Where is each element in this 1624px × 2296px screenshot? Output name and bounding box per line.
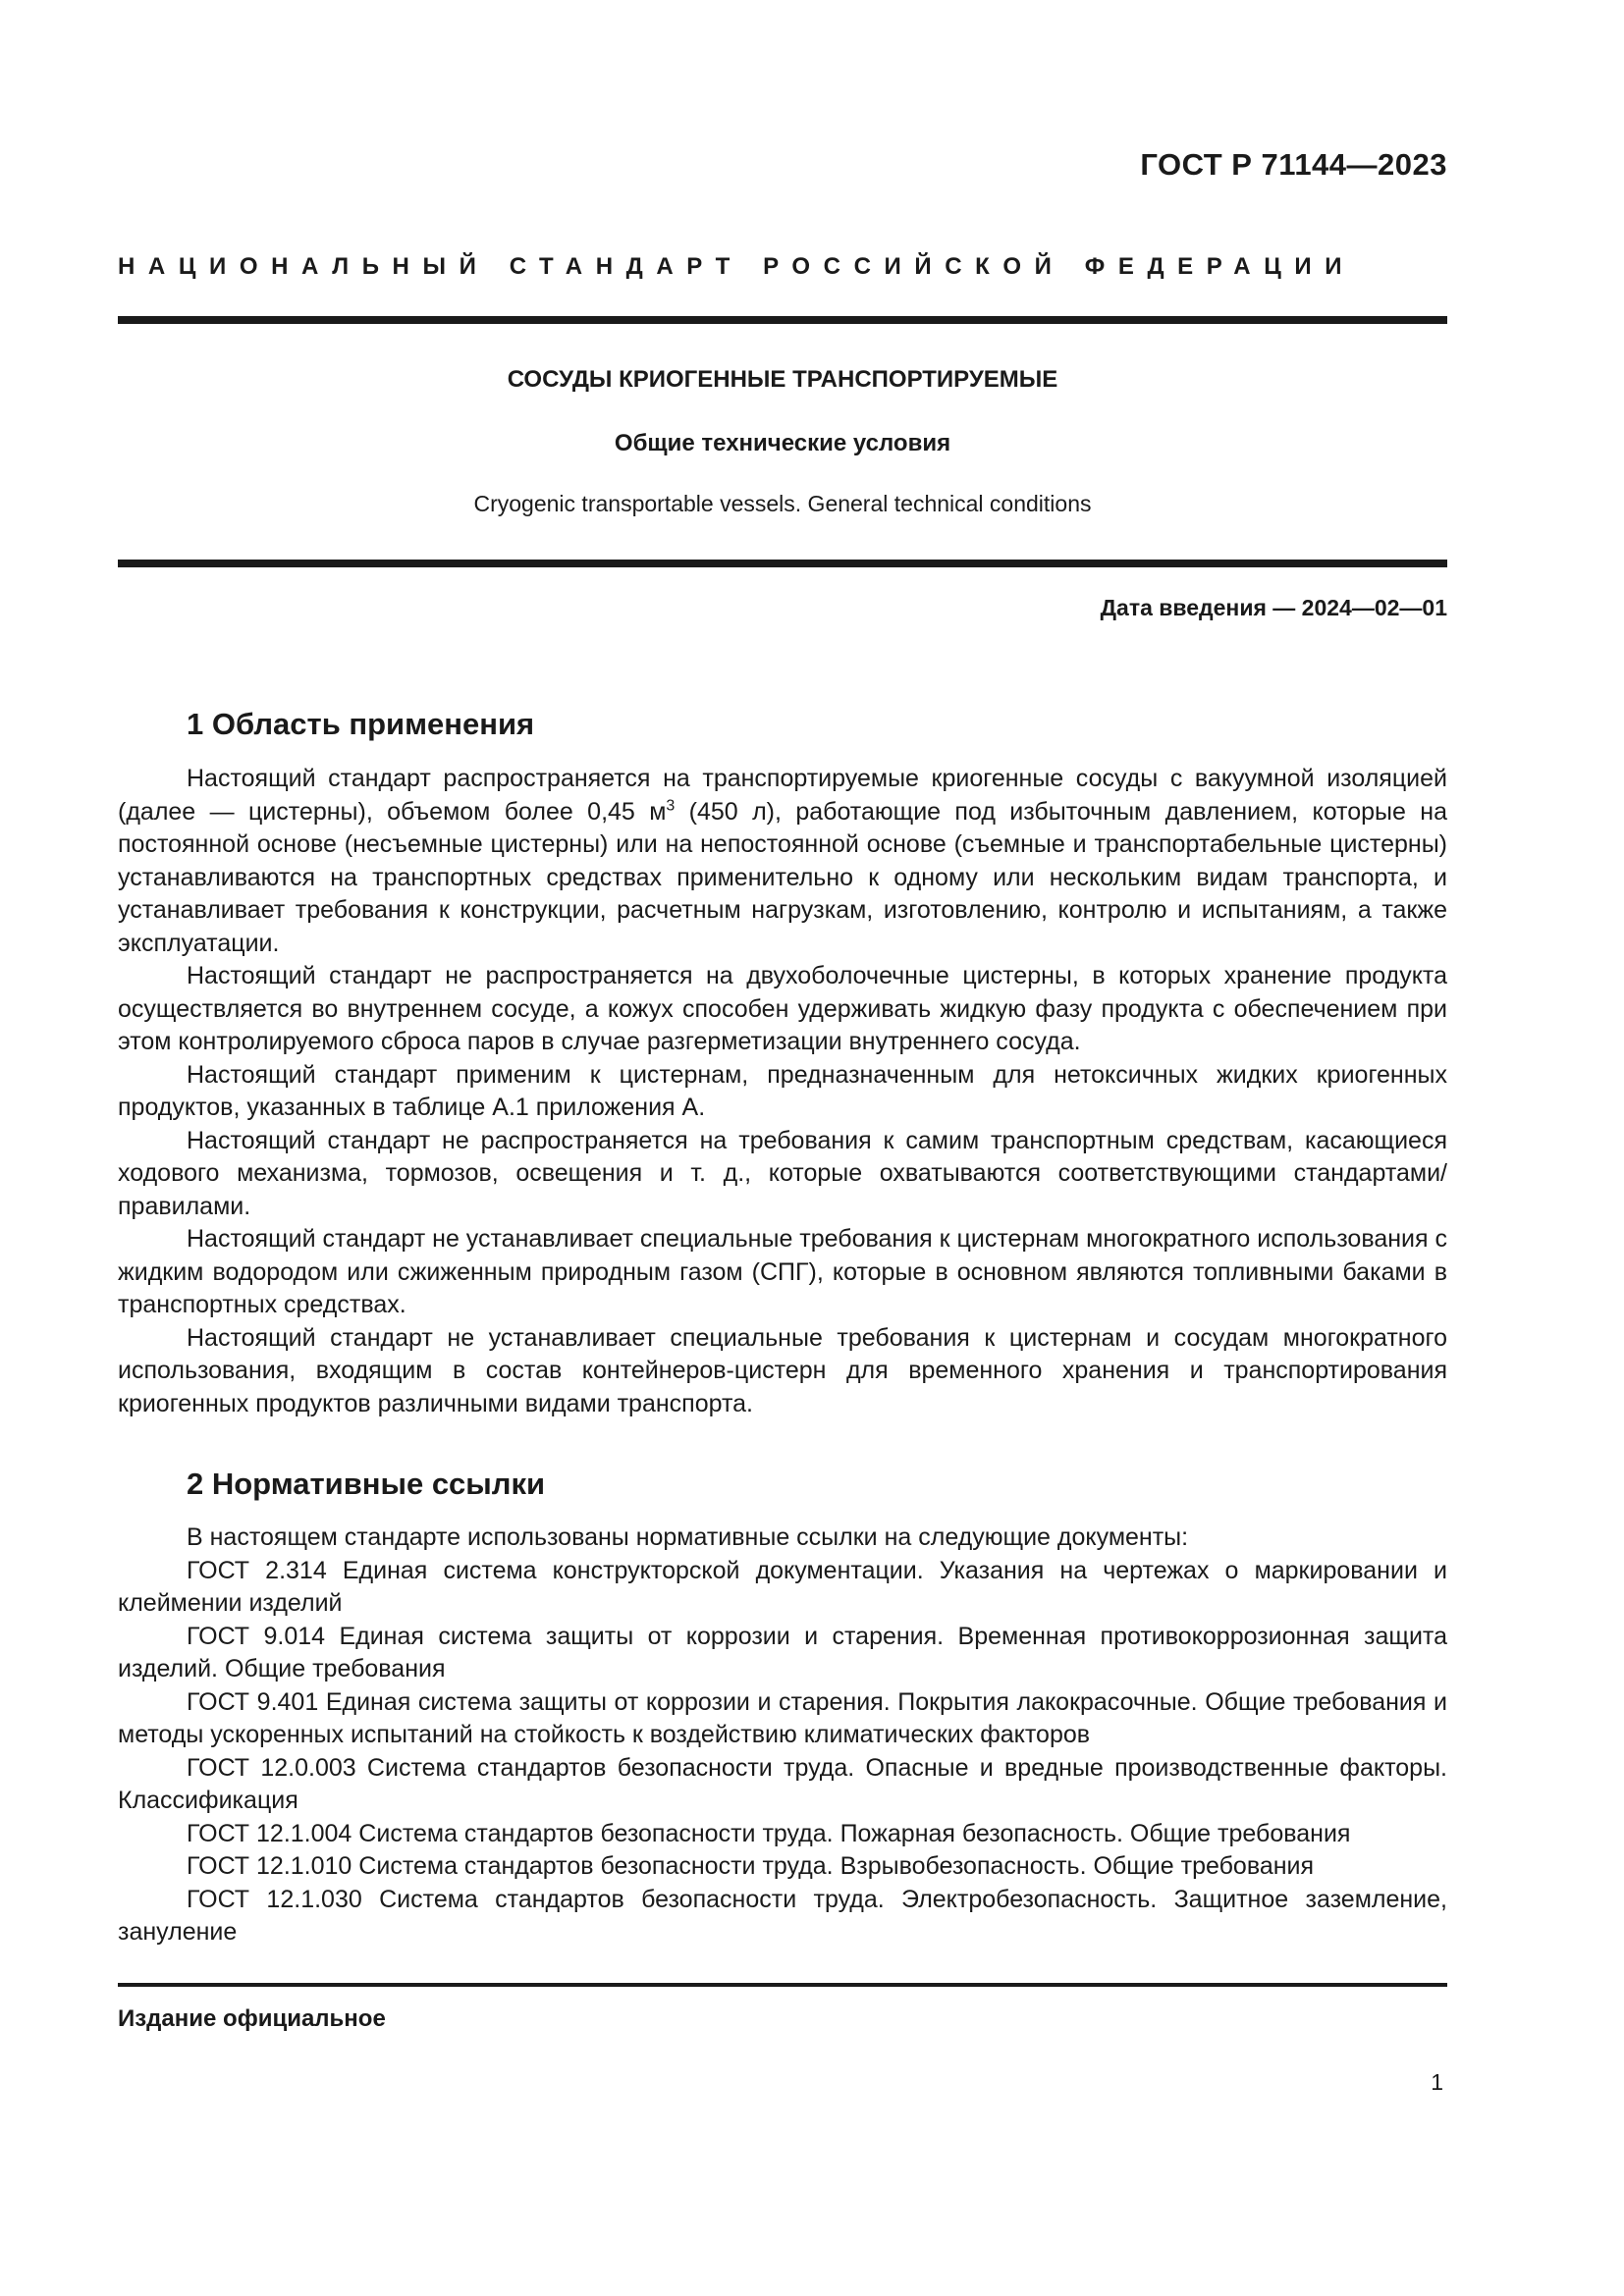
reference-item: ГОСТ 12.1.030 Система стандартов безопасности труда. Электробезопасность. Защитное заземление, зануление xyxy=(118,1885,1447,1946)
page-number: 1 xyxy=(1431,2069,1443,2095)
paragraph: Настоящий стандарт применим к цистернам, предназначенным для нетоксичных жидких криогенных продуктов, указанных в таблице А.1 приложения А. xyxy=(118,1060,1447,1121)
reference-item: ГОСТ 2.314 Единая система конструкторской документации. Указания на чертежах о маркировании и клеймении изделий xyxy=(118,1556,1447,1617)
paragraph: Настоящий стандарт не распространяется на требования к самим транспортным средствам, касающиеся ходового механизма, тормозов, освещения и т. д., которые охватываются соответствующими стандартами/правилами. xyxy=(118,1126,1447,1220)
document-title-english: Cryogenic transportable vessels. General technical conditions xyxy=(473,491,1092,516)
reference-item: ГОСТ 9.401 Единая система защиты от коррозии и старения. Покрытия лакокрасочные. Общие требования и методы ускоренных испытаний на стойкость к воздействию климатических факторов xyxy=(118,1687,1447,1748)
document-title: СОСУДЫ КРИОГЕННЫЕ ТРАНСПОРТИРУЕМЫЕ xyxy=(507,366,1058,393)
section-1-body xyxy=(118,763,1447,1420)
section-2-body xyxy=(118,1522,1447,1949)
top-rule xyxy=(118,316,1447,324)
title-rule xyxy=(118,560,1447,567)
footer-rule xyxy=(118,1983,1447,1987)
section-2-heading: 2 Нормативные ссылки xyxy=(187,1467,546,1501)
paragraph: Настоящий стандарт не распространяется на двухоболочечные цистерны, в которых хранение продукта осуществляется во внутреннем сосуде, а кожух способен удерживать жидкую фазу продукта с обеспечением при этом контролируемого сброса паров в случае разгерметизации внутреннего сосуда. xyxy=(118,962,1447,1055)
national-standard-banner: НАЦИОНАЛЬНЫЙ СТАНДАРТ РОССИЙСКОЙ ФЕДЕРАЦИИ xyxy=(118,253,1356,280)
reference-item: ГОСТ 9.014 Единая система защиты от коррозии и старения. Временная противокоррозионная защита изделий. Общие требования xyxy=(118,1622,1447,1682)
reference-item: ГОСТ 12.0.003 Система стандартов безопасности труда. Опасные и вредные производственные факторы. Классификация xyxy=(118,1753,1447,1814)
reference-item: ГОСТ 12.1.004 Система стандартов безопасности труда. Пожарная безопасность. Общие требования xyxy=(187,1819,1351,1847)
paragraph: В настоящем стандарте использованы нормативные ссылки на следующие документы: xyxy=(187,1523,1189,1551)
paragraph: Настоящий стандарт не устанавливает специальные требования к цистернам многократного использования с жидким водородом или сжиженным природным газом (СПГ), которые в основном являются топливными баками в транспортных средствах. xyxy=(118,1225,1447,1318)
document-code: ГОСТ Р 71144—2023 xyxy=(1140,147,1447,182)
paragraph: Настоящий стандарт не устанавливает специальные требования к цистернам и сосудам многократного использования, входящим в состав контейнеров-цистерн для временного хранения и транспортирования криогенных продуктов различными видами транспорта. xyxy=(118,1323,1447,1417)
introduction-date: Дата введения — 2024—02—01 xyxy=(1100,595,1447,620)
reference-item: ГОСТ 12.1.010 Система стандартов безопасности труда. Взрывобезопасность. Общие требования xyxy=(187,1852,1315,1880)
official-edition-label: Издание официальное xyxy=(118,2005,386,2032)
paragraph: Настоящий стандарт распространяется на транспортируемые криогенные сосуды с вакуумной изоляцией (далее — цистерны), объемом более 0,45 $м^3$ (450 л), работающие под избыточным давлением, которые на постоянной основе (несъемные цистерны) или на непостоянной основе (съемные и транспортабельные цистерны) устанавливаются на транспортных средствах применительно к одному или нескольким видам транспорта, и устанавливает требования к конструкции, расчетным нагрузкам, изготовлению, контролю и испытаниям, а также эксплуатации. xyxy=(118,765,1447,957)
document-subtitle: Общие технические условия xyxy=(614,430,951,456)
section-1-heading: 1 Область применения xyxy=(187,707,535,741)
